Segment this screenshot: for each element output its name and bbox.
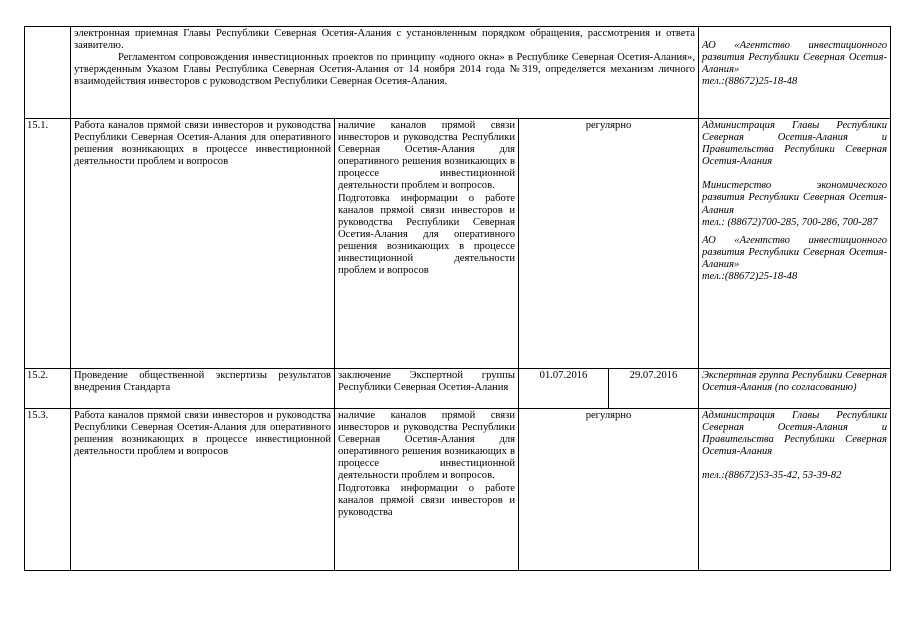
result-cell <box>335 119 519 369</box>
table-row <box>25 369 891 409</box>
term-cell: регулярно <box>519 409 699 571</box>
table-row-intro <box>25 27 891 119</box>
document-page <box>24 26 891 571</box>
responsible-org: АО «Агентство инвестиционного развития Республики Северная Осетия-Алания» <box>702 40 887 76</box>
responsible-org: АО «Агентство инвестиционного развития Республики Северная Осетия-Алания» <box>702 234 887 270</box>
responsible-phone: тел.:(88672)53-35-42, 53-39-82 <box>702 470 842 482</box>
row-number-cell: 15.3. <box>25 409 71 571</box>
responsible-phone: тел.:(88672)25-18-48 <box>702 271 798 283</box>
start-date-cell: 01.07.2016 <box>519 369 609 409</box>
result-text: наличие каналов прямой связи инвесторов и руководства Республики Северная Осетия-Алания для оперативного решения возникающих в процессе инвестиционной деятельности проблем и вопросов. <box>338 120 515 192</box>
result-cell: заключение Экспертной группы Республики Северная Осетия-Алания <box>335 369 519 409</box>
term-cell: регулярно <box>519 119 699 369</box>
responsible-cell: Экспертная группа Республики Северная Осетия-Алания (по согласованию) <box>699 369 891 409</box>
table-row <box>25 119 891 369</box>
table-row <box>25 409 891 571</box>
result-text: Подготовка информации о работе каналов прямой связи инвесторов и руководства <box>338 482 515 518</box>
row-number-cell: 15.2. <box>25 369 71 409</box>
responsible-org: Администрация Главы Республики Северная Осетия-Алания и Правительства Республики Северная Осетия-Алания <box>702 410 887 458</box>
result-text: наличие каналов прямой связи инвесторов и руководства Республики Северная Осетия-Алания для оперативного решения возникающих в процессе инвестиционной деятельности проблем и вопросов. <box>338 410 515 482</box>
responsible-cell <box>699 409 891 571</box>
responsible-phone: тел.: (88672)700-285, 700-286, 700-287 <box>702 216 878 228</box>
intro-text-cell <box>71 27 699 119</box>
responsible-org: Администрация Главы Республики Северная Осетия-Алания и Правительства Республики Северная Осетия-Алания <box>702 120 887 168</box>
measures-table <box>24 26 891 571</box>
responsible-org: Министерство экономического развития Республики Северная Осетия-Алания <box>702 180 887 216</box>
row-number-cell <box>25 27 71 119</box>
responsible-cell <box>699 119 891 369</box>
intro-paragraph: электронная приемная Главы Республики Северная Осетия-Алания с установленным порядком обращения, рассмотрения и ответа заявителю. <box>74 28 695 52</box>
end-date-cell: 29.07.2016 <box>609 369 699 409</box>
action-cell: Работа каналов прямой связи инвесторов и руководства Республики Северная Осетия-Алания для оперативного решения возникающих в процессе инвестиционной деятельности проблем и вопросов <box>71 409 335 571</box>
result-cell <box>335 409 519 571</box>
intro-paragraph: Регламентом сопровождения инвестиционных проектов по принципу «одного окна» в Республике Северная Осетия-Алания», утвержденным Указом Главы Республика Северная Осетия-Алания от 14 ноября 2014 года №319, определяется механизм личного взаимодействия инвесторов с руководством Республики Северная Осетия-Алания. <box>74 52 695 88</box>
action-cell: Работа каналов прямой связи инвесторов и руководства Республики Северная Осетия-Алания для оперативного решения возникающих в процессе инвестиционной деятельности проблем и вопросов <box>71 119 335 369</box>
row-number-cell: 15.1. <box>25 119 71 369</box>
action-cell: Проведение общественной экспертизы результатов внедрения Стандарта <box>71 369 335 409</box>
responsible-cell <box>699 27 891 119</box>
responsible-phone: тел.:(88672)25-18-48 <box>702 76 798 88</box>
result-text: Подготовка информации о работе каналов прямой связи инвесторов и руководства Республики Северная Осетия-Алания для оперативного решения возникающих в процессе инвестиционной деятельности проблем и вопросов <box>338 192 515 277</box>
